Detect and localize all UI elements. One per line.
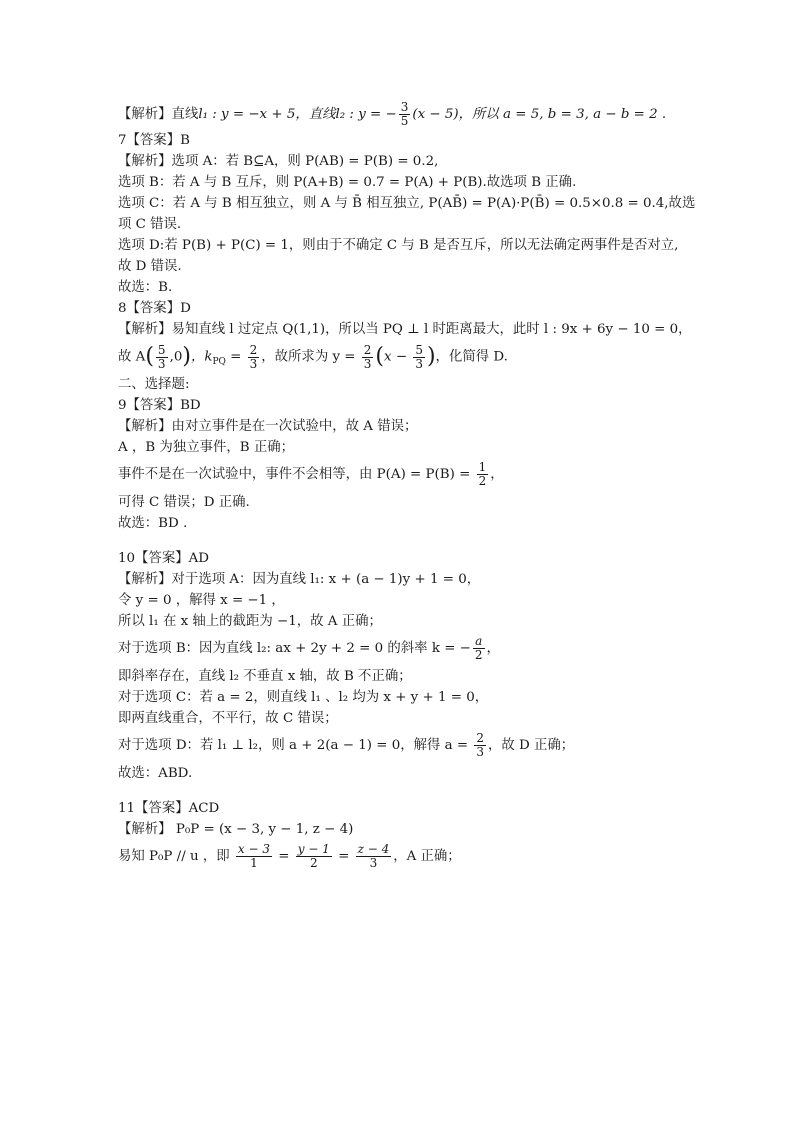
q7-option-c: 选项 C：若 A 与 B 相互独立，则 A 与 B̄ 相互独立, P(AB̄) = P(A)·P(B̄) = 0.5×0.8 = 0.4,故选 [118,196,696,211]
q9-answer: 9【答案】BD [118,398,201,413]
fraction: $\frac{3}{5}$ [400,100,409,128]
q8-analysis: 【解析】易知直线 l 过定点 Q(1,1)，所以当 PQ ⊥ l 时距离最大，此时 l : 9x + 6y − 10 = 0， [118,322,692,337]
q6-analysis-line: 【解析】直线l₁ : y = −x + 5，直线l₂ : y = − $\frac{3}{5}$ (x − 5)，所以 a = 5, b = 3, a − b = 2 . [118,100,667,128]
q10-option-a-cont2: 所以 l₁ 在 x 轴上的截距为 −1，故 A 正确； [118,614,382,629]
q10-answer: 10【答案】AD [118,551,210,566]
q7-option-d-cont: 故 D 错误. [118,259,182,274]
q10-option-c-cont: 即两直线重合，不平行，故 C 错误； [118,711,338,726]
q10-option-b: 对于选项 B：因为直线 l₂: ax + 2y + 2 = 0 的斜率 k = − $\frac{a}{2}$ ， [118,634,500,662]
q10-option-a: 【解析】对于选项 A：因为直线 l₁: x + (a − 1)y + 1 = 0， [118,572,481,587]
q11-answer: 11【答案】ACD [118,801,220,816]
q7-conclusion: 故选：B. [118,280,173,295]
section-heading: 二、选择题: [118,377,190,392]
q7-option-c-cont: 项 C 错误. [118,217,182,232]
q10-conclusion: 故选：ABD. [118,766,193,781]
q8-formula-line: 故 A( $\frac{5}{3}$ ,0)，$k_{PQ}$ = $\frac{2}{3}$ ，故所求为 y = $\frac{2}{3}$ (x − $\frac{5}{3}$ )，化简得 D. [118,342,508,371]
q9-line-prob: 事件不是在一次试验中，事件不会相等，由 P(A) = P(B) = $\frac{1}{2}$ ， [118,460,504,488]
q7-answer: 7【答案】B [118,133,190,148]
q7-option-d: 选项 D:若 P(B) + P(C) = 1，则由于不确定 C 与 B 是否互斥，所以无法确定两事件是否对立, [118,238,679,253]
q11-formula-line: 易知 P₀P // u ，即 $\frac{x - 3}{1}$ = $\frac{y - 1}{2}$ = $\frac{z - 4}{3}$ ，A 正确； [118,842,461,870]
q9-line-b: A ，B 为独立事件，B 正确； [118,440,295,455]
q7-option-a: 【解析】选项 A：若 B⊆A，则 P(AB) = P(B) = 0.2, [118,154,439,169]
q9-conclusion: 故选：BD . [118,516,188,531]
q10-option-a-cont1: 令 y = 0 ，解得 x = −1 ， [118,593,285,608]
solution-content [118,100,698,874]
q10-option-c: 对于选项 C：若 a = 2，则直线 l₁ 、l₂ 均为 x + y + 1 = 0， [118,690,489,705]
q9-line-cd: 可得 C 错误；D 正确. [118,495,250,510]
q7-option-b: 选项 B：若 A 与 B 互斥，则 P(A+B) = 0.7 = P(A) + P(B).故选项 B 正确. [118,175,577,190]
q8-answer: 8【答案】D [118,301,191,316]
q10-option-d: 对于选项 D：若 l₁ ⊥ l₂，则 a + 2(a − 1) = 0，解得 a = $\frac{2}{3}$ ，故 D 正确； [118,731,575,759]
q11-analysis: 【解析】 P₀P = (x − 3, y − 1, z − 4) [118,822,354,837]
q9-analysis: 【解析】由对立事件是在一次试验中，故 A 错误； [118,419,418,434]
q10-option-b-cont: 即斜率存在，直线 l₂ 不垂直 x 轴，故 B 不正确； [118,669,412,684]
